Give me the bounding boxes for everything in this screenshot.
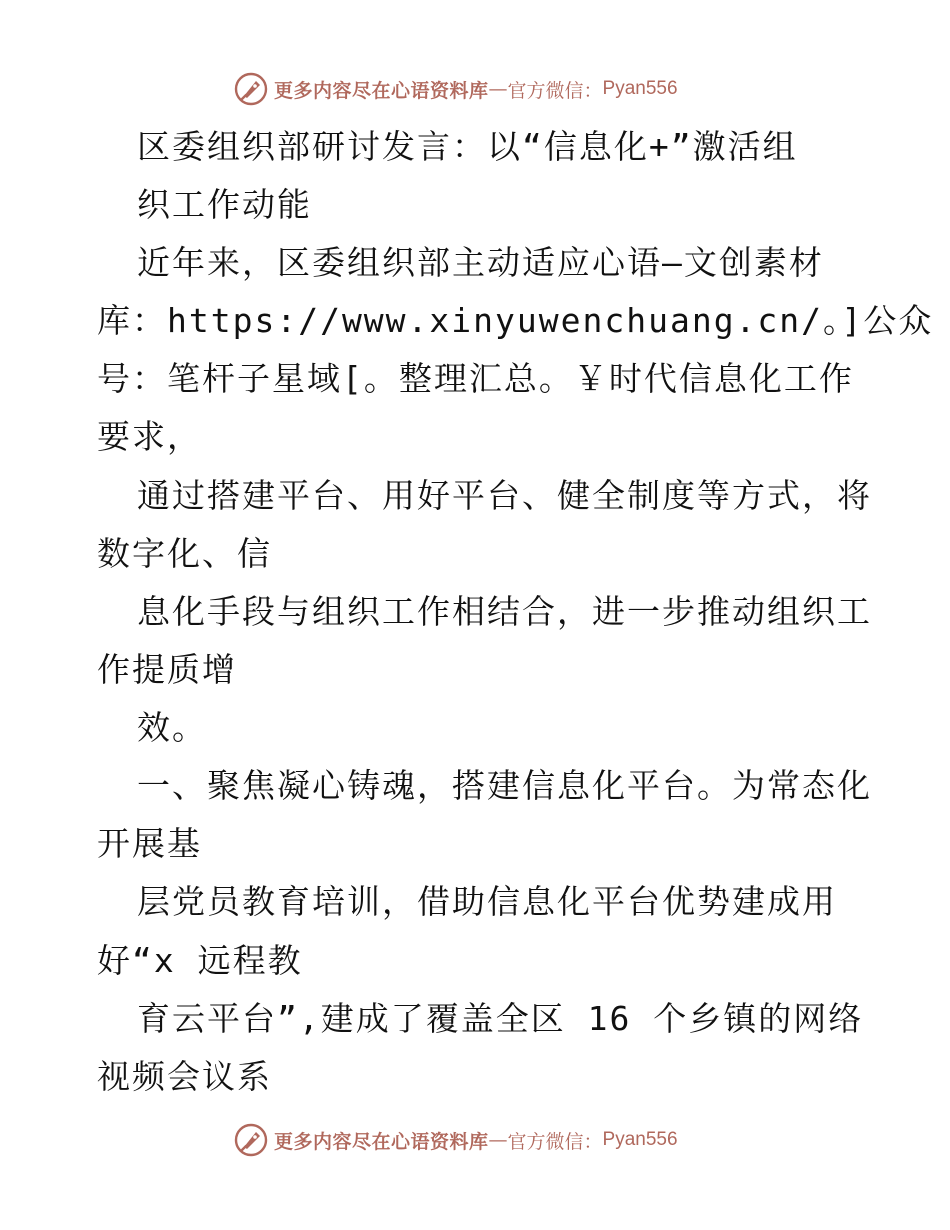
banner-wechat-label: 官方微信： (507, 1130, 603, 1153)
banner-wechat-account: Pyan556 (602, 78, 678, 99)
body-line: 视频会议系 (97, 1057, 272, 1096)
body-line: 要求， (97, 417, 202, 456)
body-line: 层党员教育培训，借助信息化平台优势建成用 (137, 882, 837, 921)
body-line: 数字化、信 (97, 534, 272, 573)
title-line-2: 织工作动能 (137, 185, 312, 224)
body-line: 开展基 (97, 824, 202, 863)
body-line: 息化手段与组织工作相结合，进一步推动组织工 (137, 592, 872, 631)
footer-banner (234, 1121, 678, 1159)
body-line: 作提质增 (97, 650, 237, 689)
body-line: 效。 (137, 708, 207, 747)
body-line: 好“x 远程教 (97, 941, 303, 980)
body-line: 号：笔杆子星域[。整理汇总。￥时代信息化工作 (97, 359, 854, 398)
body-line: 近年来，区委组织部主动适应心语—文创素材 (137, 243, 824, 282)
banner-brand-text: 更多内容尽在心语资料库 (274, 79, 489, 102)
title-line-1: 区委组织部研讨发言：以“信息化+”激活组 (137, 127, 798, 166)
pen-nib-logo-icon (234, 72, 268, 106)
header-banner (234, 70, 678, 108)
banner-dash: — (488, 1129, 508, 1151)
banner-wechat-label: 官方微信： (507, 79, 603, 102)
body-line: 库：https://www.xinyuwenchuang.cn/。]公众 (97, 301, 934, 340)
pen-nib-logo-icon (234, 1123, 268, 1157)
banner-wechat-account: Pyan556 (602, 1129, 678, 1150)
body-line: 通过搭建平台、用好平台、健全制度等方式，将 (137, 476, 872, 515)
body-line: 育云平台”,建成了覆盖全区 16 个乡镇的网络 (137, 999, 864, 1038)
banner-brand-text: 更多内容尽在心语资料库 (274, 1130, 489, 1153)
section-heading-line: 一、聚焦凝心铸魂，搭建信息化平台。为常态化 (137, 766, 872, 805)
banner-dash: — (488, 78, 508, 100)
